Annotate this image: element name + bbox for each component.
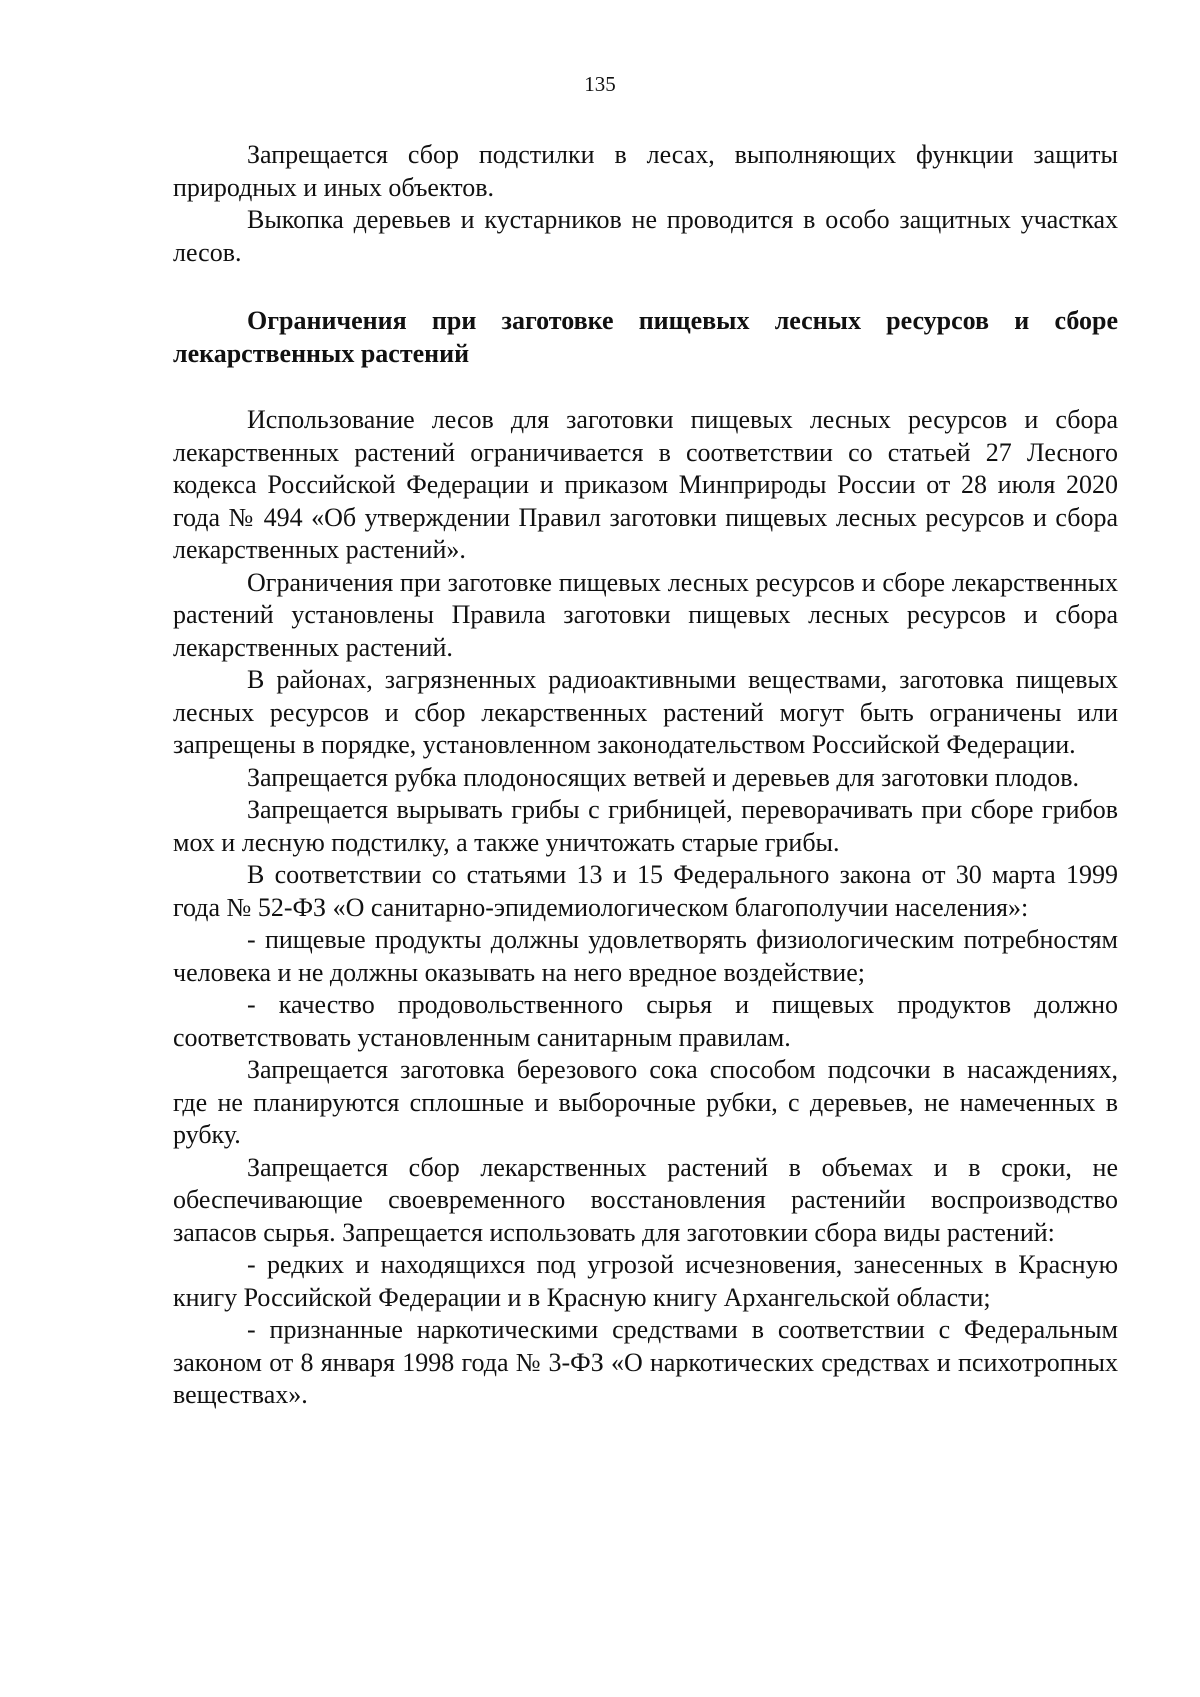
paragraph-mushrooms: Запрещается вырывать грибы с грибницей, переворачивать при сборе грибов мох и лесную подстилку, а также уничтожать старые грибы. xyxy=(173,795,1118,857)
paragraph-restrictions-rules: Ограничения при заготовке пищевых лесных ресурсов и сборе лекарственных растений установлены Правила заготовки пищевых лесных ресурсов и сбора лекарственных растений. xyxy=(173,567,1118,662)
paragraph-federal-law-52: В соответствии со статьями 13 и 15 Федерального закона от 30 марта 1999 года № 52-ФЗ «О санитарно-эпидемиологическом благополучии населения»: xyxy=(173,860,1118,922)
page-number: 135 xyxy=(584,72,616,96)
document-body xyxy=(173,139,1118,1412)
paragraph-fruit-branches: Запрещается рубка плодоносящих ветвей и деревьев для заготовки плодов. xyxy=(247,762,1080,792)
paragraph-litter-ban: Запрещается сбор подстилки в лесах, выполняющих функции защиты природных и иных объектов. xyxy=(173,140,1118,202)
list-item-red-book: - редких и находящихся под угрозой исчезновения, занесенных в Красную книгу Российской Федерации и в Красную книгу Архангельской области; xyxy=(173,1250,1118,1312)
list-item-narcotic: - признанные наркотическими средствами в соответствии с Федеральным законом от 8 января 1998 года № 3-ФЗ «О наркотических средствах и психотропных веществах». xyxy=(173,1315,1118,1409)
section-heading: Ограничения при заготовке пищевых лесных ресурсов и сборе лекарственных растений xyxy=(173,306,1118,368)
paragraph-birch-sap: Запрещается заготовка березового сока способом подсочки в насаждениях, где не планируются сплошные и выборочные рубки, с деревьев, не намеченных в рубку. xyxy=(173,1055,1118,1149)
list-item-raw-materials: - качество продовольственного сырья и пищевых продуктов должно соответствовать установленным санитарным правилам. xyxy=(173,990,1118,1052)
paragraph-medicinal-plants: Запрещается сбор лекарственных растений в объемах и в сроки, не обеспечивающие своевременного восстановления растенийи воспроизводство запасов сырья. Запрещается использовать для заготовкии сбора виды растений: xyxy=(173,1152,1118,1247)
paragraph-digging-ban: Выкопка деревьев и кустарников не проводится в особо защитных участках лесов. xyxy=(173,205,1118,267)
paragraph-forest-use: Использование лесов для заготовки пищевых лесных ресурсов и сбора лекарственных растений ограничивается в соответствии со статьей 27 Лесного кодекса Российской Федерации и приказом Минприроды России от 28 июля 2020 года № 494 «Об утверждении Правил заготовки пищевых лесных ресурсов и сбора лекарственных растений». xyxy=(173,405,1118,564)
paragraph-radioactive-areas: В районах, загрязненных радиоактивными веществами, заготовка пищевых лесных ресурсов и сбор лекарственных растений могут быть ограничены или запрещены в порядке, установленном законодательством Российской Федерации. xyxy=(173,665,1118,759)
list-item-food-products: - пищевые продукты должны удовлетворять физиологическим потребностям человека и не должны оказывать на него вредное воздействие; xyxy=(173,925,1118,987)
